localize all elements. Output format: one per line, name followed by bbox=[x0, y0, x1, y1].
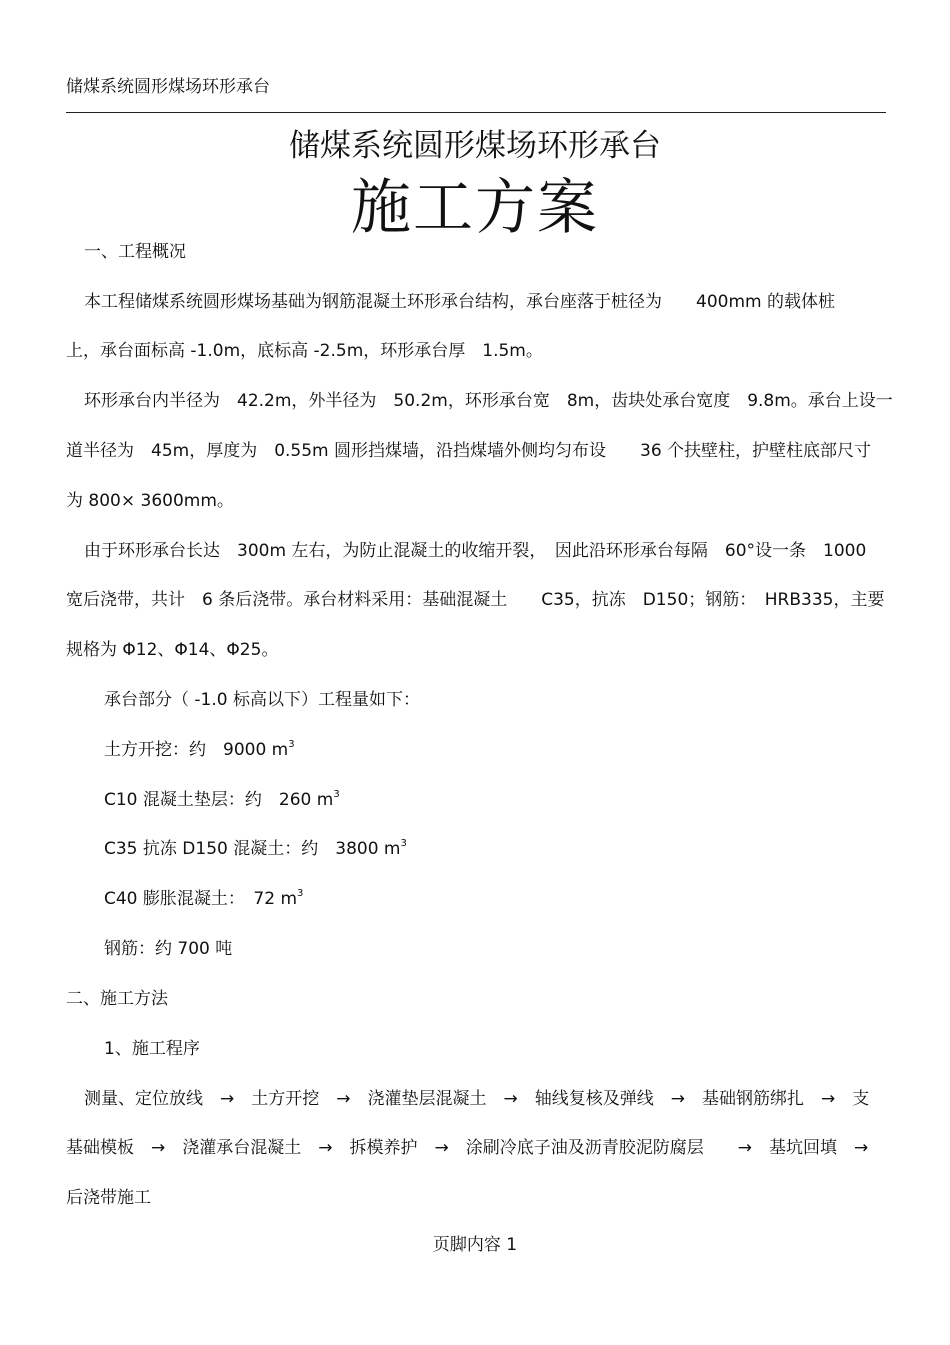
superscript: 3 bbox=[400, 838, 407, 849]
quantity-text: C35 抗冻 D150 混凝土：约 3800 m bbox=[104, 839, 401, 859]
quantity-text: 土方开挖：约 9000 m bbox=[104, 740, 289, 760]
paragraph-line: 为 800× 3600mm。 bbox=[66, 491, 234, 511]
section-heading-overview: 一、工程概况 bbox=[84, 242, 186, 262]
paragraph-line: 本工程储煤系统圆形煤场基础为钢筋混凝土环形承台结构，承台座落于桩径为 400mm 的载体桩 bbox=[84, 292, 835, 312]
quantity-item bbox=[104, 838, 407, 863]
paragraph-line: 宽后浇带，共计 6 条后浇带。承台材料采用：基础混凝土 C35，抗冻 D150；钢筋： HRB335，主要 bbox=[66, 590, 885, 610]
quantity-text: C10 混凝土垫层：约 260 m bbox=[104, 790, 334, 810]
paragraph-line: 环形承台内半径为 42.2m，外半径为 50.2m，环形承台宽 8m，齿块处承台宽度 9.8m。承台上设一 bbox=[84, 391, 893, 411]
quantity-text: C40 膨胀混凝土： 72 m bbox=[104, 889, 298, 909]
sequence-line: 后浇带施工 bbox=[66, 1188, 151, 1208]
quantity-item bbox=[104, 789, 340, 814]
document-subtitle: 施工方案 bbox=[351, 173, 599, 243]
sequence-line: 基础模板 → 浇灌承台混凝土 → 拆模养护 → 涂刷冷底子油及沥青胶泥防腐层 → 基坑回填 → bbox=[66, 1138, 869, 1158]
paragraph-line: 规格为 Φ12、Φ14、Φ25。 bbox=[66, 640, 279, 660]
superscript: 3 bbox=[297, 888, 304, 899]
superscript: 3 bbox=[288, 739, 295, 750]
paragraph-line: 上，承台面标高 -1.0m，底标高 -2.5m，环形承台厚 1.5m。 bbox=[66, 341, 543, 361]
paragraph-line: 道半径为 45m，厚度为 0.55m 圆形挡煤墙，沿挡煤墙外侧均匀布设 36 个扶壁柱，护壁柱底部尺寸 bbox=[66, 441, 872, 461]
paragraph-line: 由于环形承台长达 300m 左右，为防止混凝土的收缩开裂， 因此沿环形承台每隔 60°设一条 1000 bbox=[84, 541, 867, 561]
page-footer: 页脚内容 1 bbox=[432, 1235, 518, 1255]
document-title: 储煤系统圆形煤场环形承台 bbox=[289, 128, 661, 164]
quantity-item bbox=[104, 888, 303, 913]
quantity-item bbox=[104, 739, 295, 764]
subsection-heading: 1、施工程序 bbox=[104, 1039, 200, 1059]
running-header: 储煤系统圆形煤场环形承台 bbox=[66, 77, 270, 97]
sequence-line: 测量、定位放线 → 土方开挖 → 浇灌垫层混凝土 → 轴线复核及弹线 → 基础钢筋绑扎 → 支 bbox=[84, 1089, 870, 1109]
header-rule bbox=[66, 112, 886, 113]
quantity-item: 钢筋：约 700 吨 bbox=[104, 939, 233, 959]
superscript: 3 bbox=[333, 789, 340, 800]
quantities-intro: 承台部分（ -1.0 标高以下）工程量如下： bbox=[104, 690, 420, 710]
section-heading-method: 二、施工方法 bbox=[66, 989, 168, 1009]
